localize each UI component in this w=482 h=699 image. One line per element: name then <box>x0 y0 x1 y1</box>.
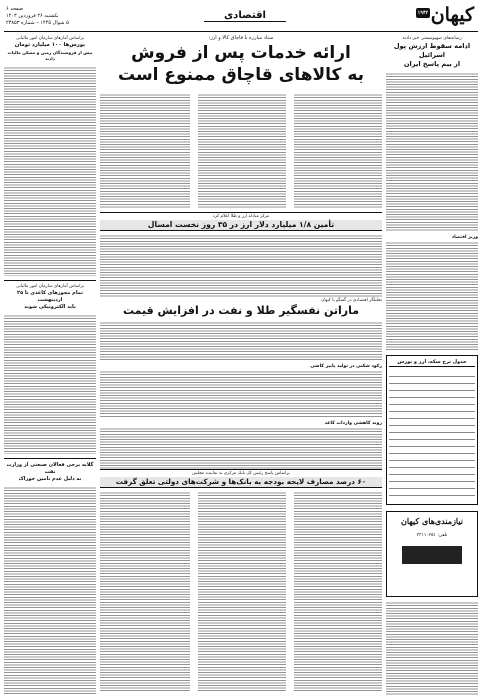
lead-headline-2: به کالاهای قاچاق ممنوع است <box>117 65 365 85</box>
story2-kicker: مرکز مبادله ارز و طلا اعلام کرد <box>100 212 382 220</box>
issue-line: ۵ شوال ۱۴۴۵ – شماره ۲۳۸۵۳ <box>6 20 69 26</box>
story3-subhead-2: روند کاهشی واردات کاغذ <box>324 421 382 426</box>
story4-body-col-2 <box>198 491 286 691</box>
story2 <box>100 212 382 298</box>
right-top-headline-1: ادامه سقوط ارزش پول اسرائیل <box>393 42 471 59</box>
left-divider-2 <box>4 458 96 459</box>
story3-body-c <box>100 427 382 469</box>
left-mid-kicker: براساس آمارهای سازمان امور مالیاتی <box>15 283 85 289</box>
right-column <box>386 35 478 695</box>
rates-table-rows <box>389 370 475 502</box>
left-mid-headline-1: تمام مجوزهای کاغذی تا ۲۵ اردیبهشت <box>17 289 83 303</box>
right-mid-body <box>386 241 478 351</box>
left-column <box>4 35 96 695</box>
story3-subhead-1: رکود شکنی در تولید پاییز کاشی <box>310 364 382 369</box>
right-top-body <box>386 72 478 232</box>
masthead-date-block <box>6 6 86 27</box>
right-bottom-body <box>386 601 478 695</box>
section-title: اقتصادی <box>204 10 286 22</box>
lead-body <box>100 93 382 208</box>
story4-body-col-1 <box>294 491 382 691</box>
right-top-headline-2: از بیم پاسخ ایران <box>403 60 461 68</box>
left-mid-headline-2: باید الکترونیکی شوند <box>24 303 76 310</box>
logo-badge: ۱۹۴۲ <box>417 10 429 16</box>
logo-text: کیهان <box>430 4 474 26</box>
story3-body-b <box>100 370 382 418</box>
right-mid-label: وزیر اقتصاد <box>451 235 478 240</box>
lead-kicker: ستاد مبارزه با قاچاق کالا و ارز: <box>208 35 274 41</box>
rates-table <box>386 355 478 505</box>
lead-body-col-1 <box>294 93 382 208</box>
left-top-headline-2: بیش از فروشندگان زمین و مسکن مالیات دادند <box>7 49 93 61</box>
left-mid-body <box>4 314 96 454</box>
lead-body-col-3 <box>100 93 190 208</box>
left-top-body <box>4 66 96 276</box>
left-low-headline-2: به دلیل عدم تامین خوراک <box>18 475 82 482</box>
newspaper-logo <box>394 4 474 30</box>
classified-ad-banner <box>402 546 462 564</box>
classified-ad-title: نیازمندی‌های کیهان <box>400 516 464 526</box>
page-label: صفحه ۶ <box>6 6 23 12</box>
story2-headline: تأمین ۱/۸ میلیارد دلار ارز در ۳۵ روز نخست امسال <box>100 220 382 231</box>
classified-ad-phone-row <box>390 533 474 538</box>
story3-kicker: تحلیلگر اقتصادی در گفتگو با کیهان <box>321 298 382 303</box>
masthead <box>4 4 478 32</box>
story4-body-col-3 <box>100 491 190 691</box>
classified-ad-phone-label: تلفن: <box>437 533 448 538</box>
left-divider-1 <box>4 280 96 281</box>
rates-table-title: جدول نرخ سکه، ارز و بورس <box>389 358 475 367</box>
story3-headline: ماراتن نفسگیر طلا و نفت در افزایش قیمت <box>122 304 360 317</box>
story4-headline: ۶۰ درصد مصارف لایحه بودجه به بانک‌ها و شرکت‌های دولتی تعلق گرفت <box>100 477 382 488</box>
center-block <box>100 35 382 695</box>
left-top-kicker: براساس آمارهای سازمان امور مالیاتی <box>15 36 85 41</box>
left-low-body <box>4 486 96 696</box>
right-top-kicker: رسانه‌های صهیونیستی خبر دادند <box>402 36 462 41</box>
lead-body-col-2 <box>198 93 286 208</box>
story4-body <box>100 491 382 691</box>
lead-headline-1: ارائه خدمات پس از فروش <box>131 43 351 63</box>
date-line: یکشنبه ۲۶ فروردین ۱۴۰۳ <box>6 13 59 19</box>
story4-kicker: براساس پاسخ رئیس کل بانک مرکزی به نماینده مجلس <box>100 469 382 477</box>
story4 <box>100 469 382 691</box>
story3-body-a <box>100 321 382 361</box>
left-top-headline-1: بورس‌ها ۱۰۰ میلیارد تومان <box>14 42 86 48</box>
classified-ad-phone: ۳۳۱۱۰۲۵۱ <box>416 533 436 538</box>
left-low-headline-1: گلایه برخی فعالان صنعتی از وزارت نفت <box>6 461 94 475</box>
story3 <box>100 297 382 469</box>
story2-body <box>100 234 382 298</box>
classified-ad-box <box>386 511 478 597</box>
